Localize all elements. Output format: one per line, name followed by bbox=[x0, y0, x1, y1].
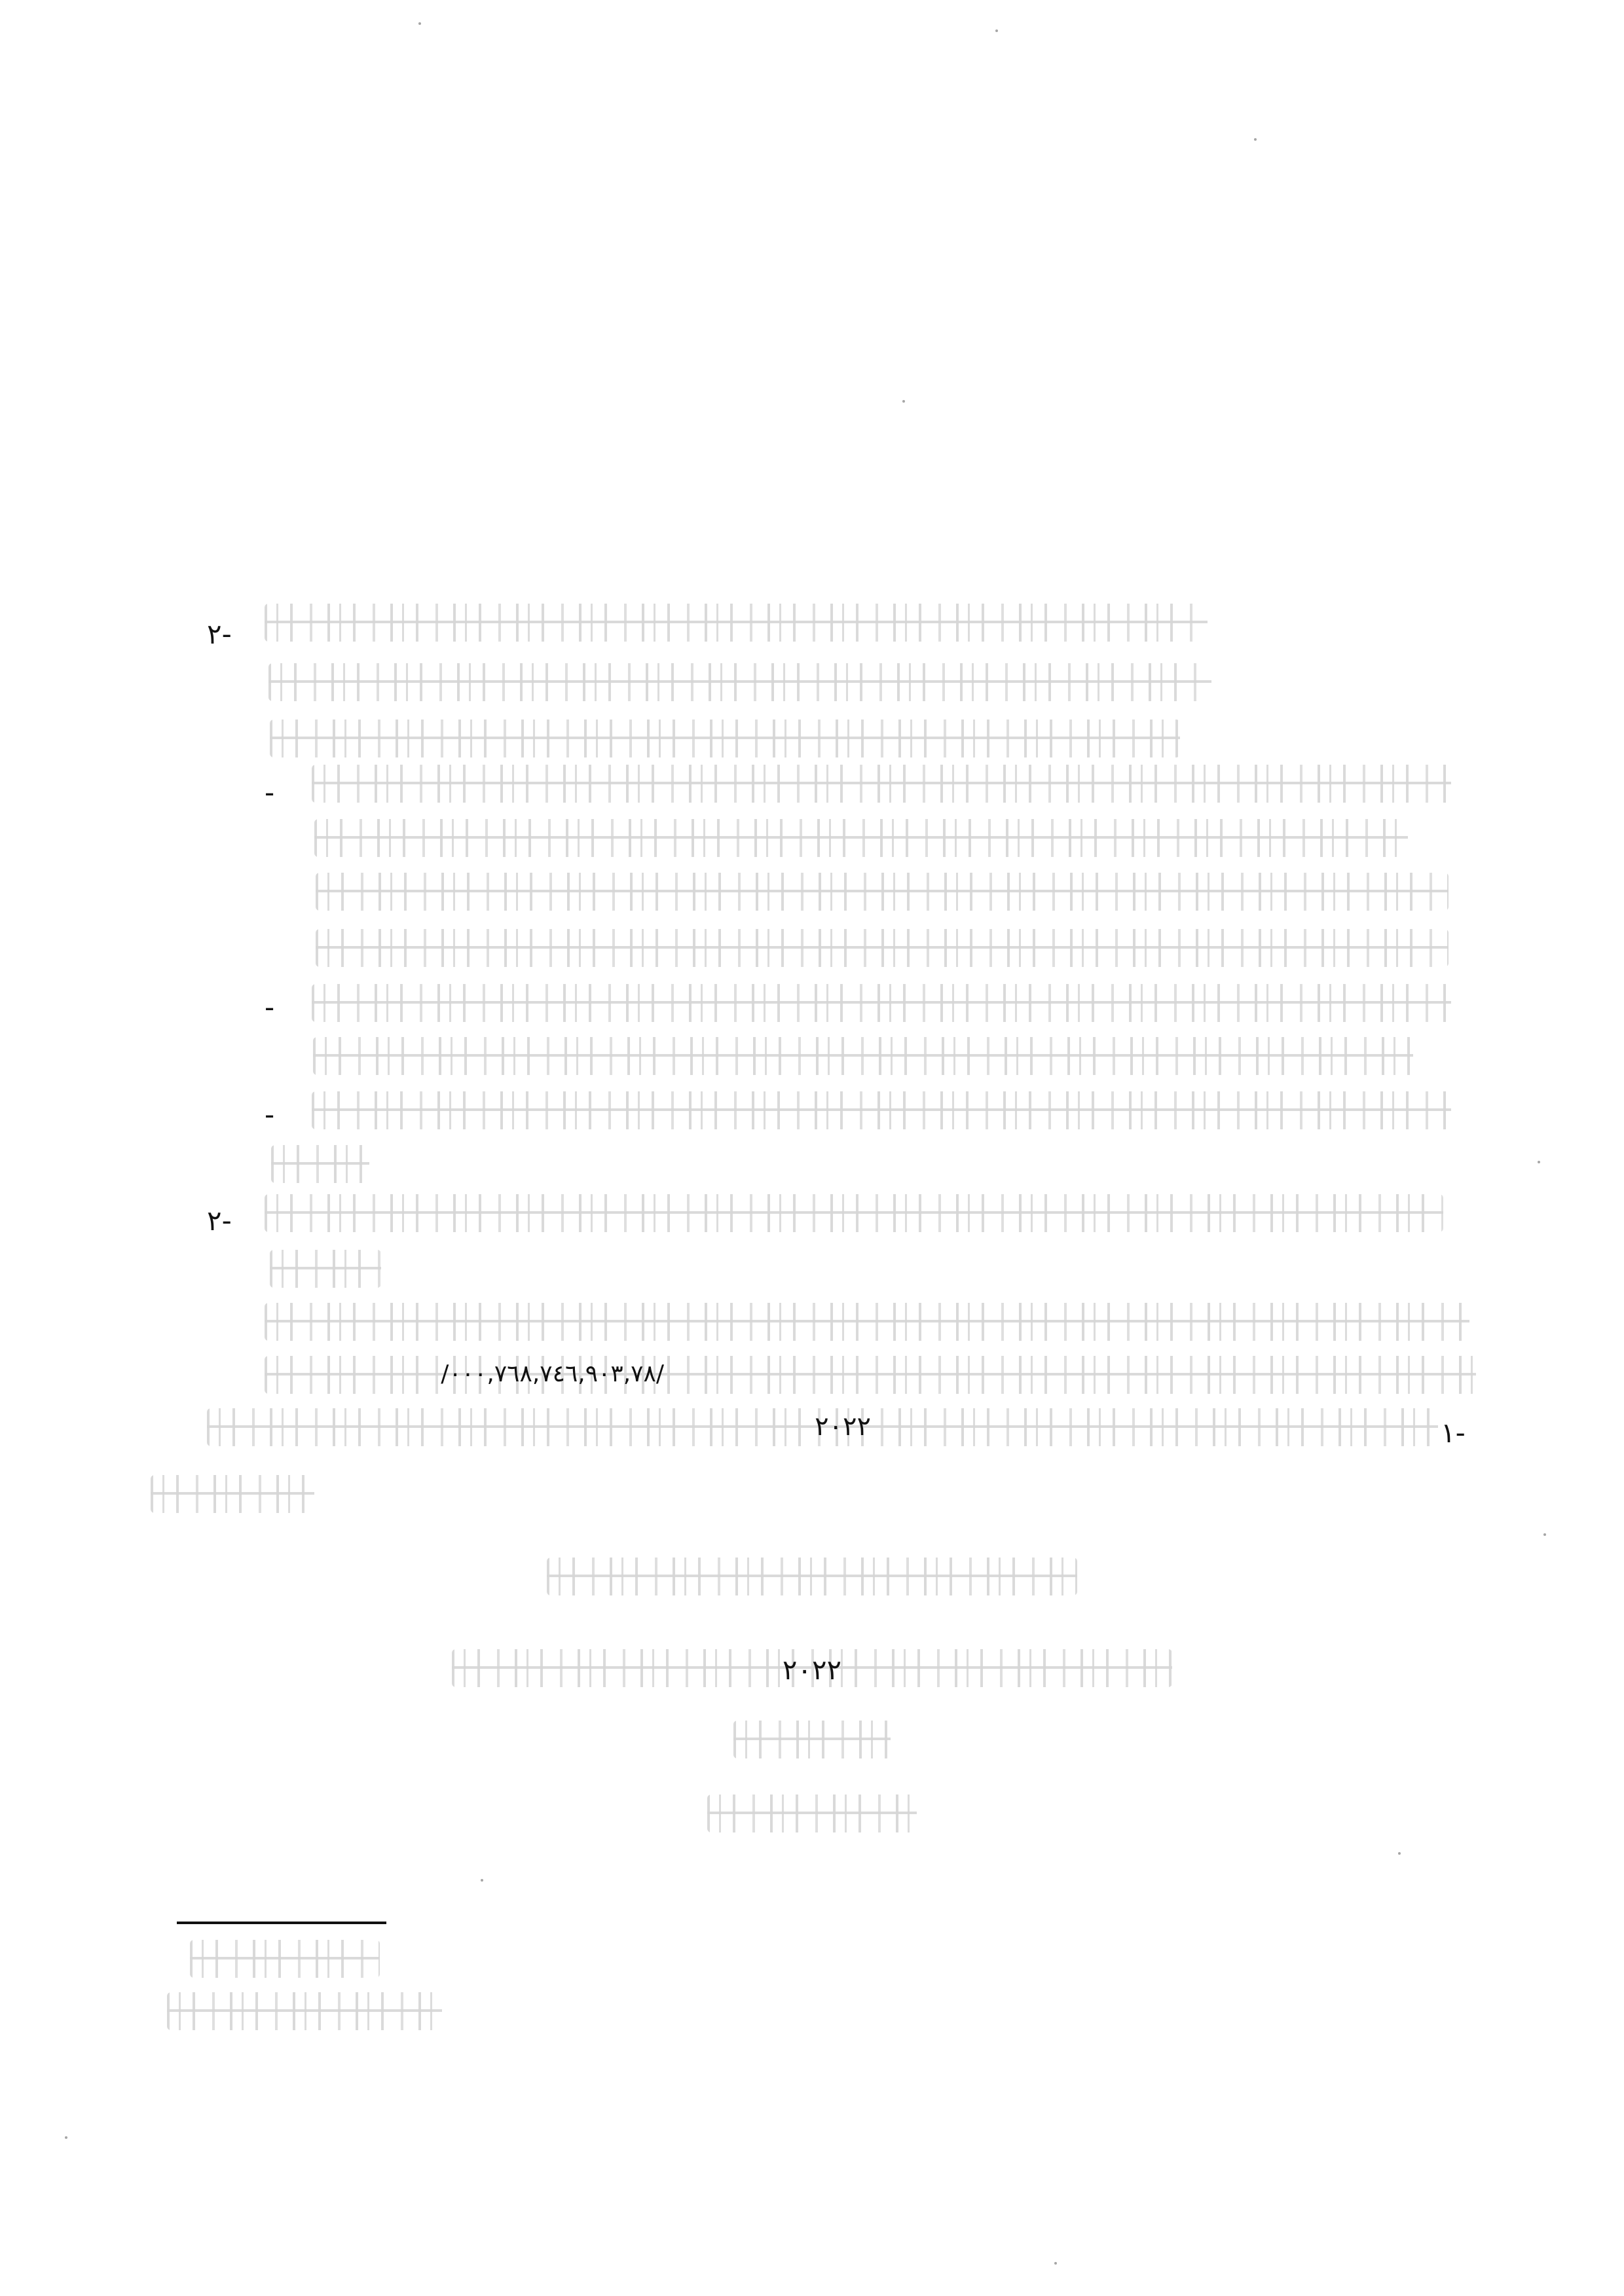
center-line-2: ٢٠٢٢ bbox=[782, 1654, 842, 1686]
bullet-3-marker: - bbox=[265, 1099, 275, 1131]
scan-speck bbox=[65, 2136, 67, 2139]
scan-speck bbox=[1543, 1533, 1546, 1536]
scan-speck bbox=[902, 400, 905, 403]
scan-speck bbox=[1054, 2262, 1057, 2265]
paragraph-3-closing-label-ink bbox=[271, 1145, 369, 1183]
signature-rule bbox=[177, 1922, 386, 1924]
signature-title-ink bbox=[190, 1940, 380, 1978]
bullet-3-line-1-ink bbox=[312, 1091, 1451, 1129]
bullet-1-line-4-ink bbox=[316, 929, 1449, 967]
paragraph-5-line-2: /٠٠٠,٧٦٨,٧٤٦,٩٠٣,٧٨/ bbox=[441, 1360, 664, 1387]
signature-name-ink bbox=[167, 1992, 442, 2030]
scan-speck bbox=[418, 22, 421, 25]
scan-speck bbox=[1398, 1852, 1401, 1855]
center-line-3-ink bbox=[733, 1721, 891, 1758]
bullet-1-line-2-ink bbox=[314, 819, 1408, 857]
paragraph-5-line-3: ٢٠٢٢ bbox=[815, 1412, 871, 1442]
scan-speck bbox=[1538, 1161, 1540, 1163]
section-label-ink bbox=[151, 1475, 314, 1513]
center-line-1-ink bbox=[547, 1558, 1077, 1595]
paragraph-4-marker: ٢- bbox=[207, 1205, 232, 1237]
paragraph-4-line-2-ink bbox=[270, 1250, 381, 1288]
paragraph-2-marker: ٢- bbox=[207, 618, 232, 650]
paragraph-2-line-2-ink bbox=[268, 663, 1211, 701]
scan-speck bbox=[481, 1879, 483, 1882]
bullet-2-line-2-ink bbox=[313, 1037, 1413, 1075]
bullet-1-line-3-ink bbox=[316, 873, 1449, 911]
paragraph-2-line-1-ink bbox=[265, 604, 1208, 642]
bullet-1-marker: - bbox=[265, 776, 275, 809]
bullet-2-line-1-ink bbox=[312, 984, 1451, 1022]
scan-speck bbox=[1254, 138, 1257, 141]
scan-speck bbox=[995, 29, 998, 32]
paragraph-2-line-3-ink bbox=[270, 720, 1180, 757]
paragraph-5-marker: ١- bbox=[1441, 1417, 1466, 1449]
center-line-4-ink bbox=[707, 1795, 917, 1832]
paragraph-4-line-1-ink bbox=[265, 1194, 1443, 1232]
bullet-1-line-1-ink bbox=[312, 765, 1451, 803]
paragraph-5-line-1-ink bbox=[265, 1303, 1469, 1341]
bullet-2-marker: - bbox=[265, 991, 275, 1023]
